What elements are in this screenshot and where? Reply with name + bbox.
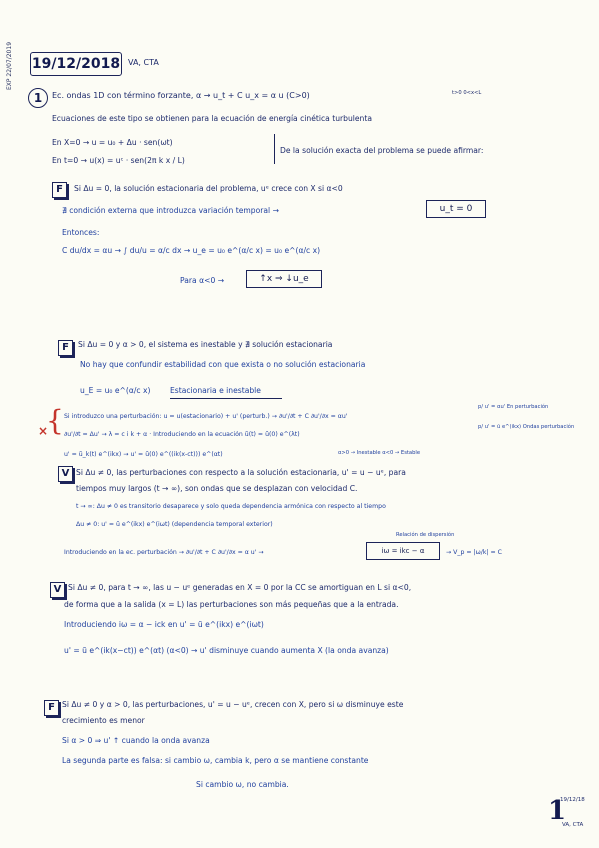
q3-line-5-end: → V_p = |ω/k| = C bbox=[446, 549, 502, 556]
q3-line-1: Si Δu ≠ 0, las perturbaciones con respecto a la solución estacionaria, u' = u − uᵉ, para bbox=[76, 468, 406, 477]
problem-line-1: Ec. ondas 1D con término forzante, α → u_t + C u_x = α u (C>0) bbox=[52, 91, 310, 100]
q1-line-3: Entonces: bbox=[62, 228, 100, 237]
problem-line-4: En t=0 → u(x) = uᶜ · sen(2π k x / L) bbox=[52, 156, 185, 165]
q3-mark: V bbox=[58, 466, 73, 482]
q1-mark: F bbox=[52, 182, 67, 198]
q2-line-5: ∂u'/∂t = Δu' → λ = c i k + α · Introduciendo en la ecuación ũ(t) = ũ(0) e^(λt) bbox=[64, 431, 300, 438]
q3-line-2: tiempos muy largos (t → ∞), son ondas que se desplazan con velocidad C. bbox=[76, 484, 358, 493]
q5-line-2: crecimiento es menor bbox=[62, 716, 145, 725]
authors: VA, CTA bbox=[128, 58, 159, 67]
q4-line-2: de forma que a la salida (x = L) las perturbaciones son más pequeñas que a la entrada. bbox=[64, 600, 399, 609]
date-box: 19/12/2018 bbox=[30, 52, 122, 76]
q2-line-6: u' = ũ_k(t) e^(ikx) → u' = ũ(0) e^((ik(x-ct))) e^(αt) bbox=[64, 451, 223, 458]
q2-line-1: Si Δu = 0 y α > 0, el sistema es inestable y ∄ solución estacionaria bbox=[78, 340, 333, 349]
q5-line-5: Si cambio ω, no cambia. bbox=[196, 780, 289, 789]
side-note: EXP 22/07/2019 bbox=[6, 41, 13, 90]
q4-line-1: Si Δu ≠ 0, para t → ∞, las u − uᵉ generadas en X = 0 por la CC se amortiguan en L si α<0, bbox=[68, 583, 412, 592]
q1-line-1: Si Δu = 0, la solución estacionaria del problema, uᵉ crece con X si α<0 bbox=[74, 184, 343, 193]
q1-line-4: C du/dx = αu → ∫ du/u = α/c dx → u_e = u₀ e^(α/c x) = u₀ e^(α/c x) bbox=[62, 246, 321, 255]
q2-line-3-note: Estacionaria e inestable bbox=[170, 386, 261, 395]
q2-line-5-right: p/ u' = ũ e^(ikx) Ondas perturbación bbox=[478, 424, 575, 430]
red-x-mark: × bbox=[38, 424, 49, 438]
q3-box: iω = ikc − α bbox=[366, 542, 440, 560]
q3-line-5-note: Relación de dispersión bbox=[396, 532, 455, 538]
q2-line-3: u_E = u₀ e^(α/c x) bbox=[80, 386, 151, 395]
q1-line-5: Para α<0 → bbox=[180, 276, 225, 285]
problem-line-2: Ecuaciones de este tipo se obtienen para la ecuación de energía cinética turbulenta bbox=[52, 114, 372, 123]
problem-line-3: En X=0 → u = u₀ + Δu · sen(ωt) bbox=[52, 138, 173, 147]
q3-line-4: Δu ≠ 0: u' = ũ e^(ikx) e^(iωt) (dependencia temporal exterior) bbox=[76, 521, 273, 528]
q2-line-6-right: α>0 → Inestable α<0 → Estable bbox=[338, 450, 421, 456]
q3-line-3: t → ∞: Δu ≠ 0 es transitorio desaparece y solo queda dependencia armónica con respecto al tiempo bbox=[76, 503, 386, 510]
q4-line-4: u' = ũ e^(ik(x−ct)) e^(αt) (α<0) → u' disminuye cuando aumenta X (la onda avanza) bbox=[64, 646, 389, 655]
q4-line-3: Introduciendo iω = α − ick en u' = ũ e^(ikx) e^(iωt) bbox=[64, 620, 264, 629]
q5-mark: F bbox=[44, 700, 59, 716]
q2-note-underline bbox=[170, 398, 282, 399]
signature-authors: VA, CTA bbox=[562, 822, 584, 828]
signature-date: 19/12/18 bbox=[560, 797, 585, 803]
q2-mark: F bbox=[58, 340, 73, 356]
q5-line-1: Si Δu ≠ 0 y α > 0, las perturbaciones, u' = u − uᵉ, crecen con X, pero si ω disminuye este bbox=[62, 700, 404, 709]
q1-box-2: ↑x ⇒ ↓u_e bbox=[246, 270, 322, 288]
problem-conditions: t>0 0<x<L bbox=[452, 90, 482, 96]
page-signature: 1 bbox=[548, 796, 567, 826]
problem-note: De la solución exacta del problema se puede afirmar: bbox=[280, 146, 484, 155]
q2-line-4: Si introduzco una perturbación: u = u(estacionario) + u' (perturb.) → ∂u'/∂t + C ∂u'/∂x = αu' bbox=[64, 413, 348, 420]
q1-box: u_t = 0 bbox=[426, 200, 486, 218]
q2-line-4-right: p/ u' = αu' En perturbación bbox=[478, 404, 549, 410]
red-brace: { bbox=[46, 404, 64, 437]
q5-line-4: La segunda parte es falsa: si cambio ω, cambia k, pero α se mantiene constante bbox=[62, 756, 369, 765]
problem-number: 1 bbox=[28, 88, 48, 108]
q2-line-2: No hay que confundir estabilidad con que exista o no solución estacionaria bbox=[80, 360, 366, 369]
q3-line-5: Introduciendo en la ec. perturbación → ∂u'/∂t + C ∂u'/∂x = α u' → bbox=[64, 549, 264, 556]
q1-line-2: ∄ condición externa que introduzca variación temporal → bbox=[62, 206, 279, 215]
q5-line-3: Si α > 0 ⇒ u' ↑ cuando la onda avanza bbox=[62, 736, 210, 745]
divider-bar bbox=[274, 134, 275, 164]
q4-mark: V bbox=[50, 582, 65, 598]
